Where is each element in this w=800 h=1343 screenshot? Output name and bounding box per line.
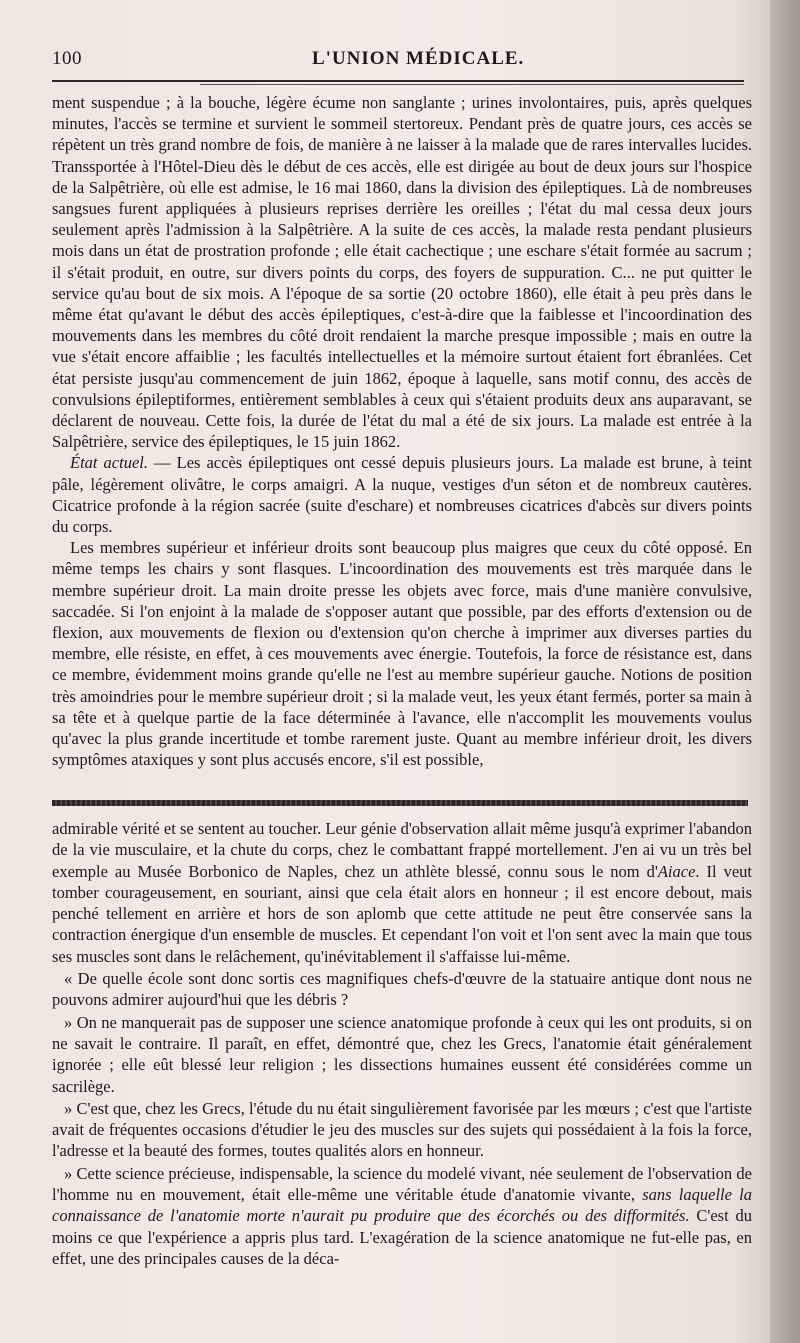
- current-state-text: — Les accès épileptiques ont cessé depuis plusieurs jours. La malade est brune, à teint pâle, légèrement olivâtre, le corps amaigri. A la nuque, vestiges d'un séton et de nombreux cautères. Cicatrice profonde à la région sacrée (suite d'eschare) et nombreuses cicatrices d'abcès sur divers points du corps.: [52, 453, 752, 537]
- page-edge-shadow: [770, 0, 800, 1343]
- case-paragraph-limbs: Les membres supérieur et inférieur droits sont beaucoup plus maigres que ceux du côté opposé. En même temps les chairs y sont flasques. L'incoordination des mouvements est très marquée dans le membre supérieur droit. La main droite presse les objets avec force, mais d'une manière convulsive, saccadée. Si l'on enjoint à la malade de s'opposer autant que possible, par des efforts d'extension ou de flexion, aux mouvements de flexion ou d'extension qu'on cherche à imprimer aux diverses parties du membre, elle résiste, en effet, à ces mouvements avec énergie. Toutefois, la force de résistance est, dans ce membre, évidemment moins grande qu'elle ne l'est au membre supérieur gauche. Notions de position très amoindries pour le membre supérieur droit ; si la malade veut, les yeux étant fermés, porter sa main à sa tête et à quelque partie de la face déterminée à l'avance, elle n'accomplit les mouvements voulus qu'avec la plus grande incertitude et tombe rarement juste. Quant au membre inférieur droit, les divers symptômes ataxiques y sont plus accusés encore, s'il est possible,: [52, 538, 752, 770]
- page-number: 100: [52, 48, 82, 69]
- case-paragraph-current-state: [52, 452, 752, 537]
- feuilleton-paragraph-5: [52, 1163, 752, 1269]
- feuilleton-paragraph-4: » C'est que, chez les Grecs, l'étude du nu était singulièrement favorisée par les mœurs ; c'est que l'artiste avait de fréquentes occasions d'étudier le jeu des muscles sur des sujets qui possédaient à la fois la force, l'adresse et la beauté des formes, toutes qualités alors en honneur.: [52, 1098, 752, 1161]
- feuilleton-text: [52, 818, 752, 1270]
- feuilleton-text-run: . Il veut tomber courageusement, en souriant, ainsi que cela était alors en honneur ; il est encore debout, mais penché tellement en arrière et hors de son aplomb que cette attitude ne peut être conservée sans la contraction énergique d'un ensemble de muscles. Et cependant l'on voit et l'on sent avec la main que tous ses muscles sont dans le relâchement, qu'inévitablement il s'affaisse lui-même.: [52, 861, 752, 966]
- aiace-italic: Aiace: [657, 861, 696, 881]
- feuilleton-text-run: » Cette science précieuse, indispensable, la science du modelé vivant, née seulement de l'observation de l'homme nu en mouvement, était elle-même une véritable étude d'anatomie vivante,: [52, 1163, 752, 1205]
- current-state-label: État actuel.: [70, 453, 148, 473]
- feuilleton-text-run: admirable vérité et se sentent au toucher. Leur génie d'observation allait même jusqu'à exprimer l'abandon de la vie musculaire, et la chute du corps, chez le combattant frappé mortellement. J'en ai vu un très bel exemple au Musée Borbonico de Naples, chez un athlète blessé, connu sous le nom d': [52, 819, 752, 881]
- running-header: [52, 44, 752, 76]
- italic-quote: sans laquelle la connaissance de l'anatomie morte n'aurait pu produire que des écorchés ou des difformités.: [52, 1185, 752, 1226]
- case-report-text: [52, 92, 752, 771]
- header-rule: [52, 80, 744, 82]
- case-paragraph-history: ment suspendue ; à la bouche, légère écume non sanglante ; urines involontaires, puis, après quelques minutes, l'accès se termine et survient le sommeil stertoreux. Pendant près de quatre jours, ces accès se répètent un très grand nombre de fois, de manière à ne laisser à la malade que de rares intervalles lucides. Transsportée à l'Hôtel-Dieu dès le début de ces accès, elle est dirigée au bout de deux jours sur l'hospice de la Salpêtrière, où elle est admise, le 16 mai 1860, dans la division des épileptiques. Là de nombreuses sangsues furent appliquées à plusieurs reprises derrière les oreilles ; l'état du mal cessa deux jours seulement après l'admission à la Salpêtrière. A la suite de ces accès, la malade resta pendant plusieurs mois dans un état de prostration profonde ; elle était cachectique ; une eschare s'était formée au sacrum ; il s'était produit, en outre, sur divers points du corps, des foyers de suppuration. C... ne put quitter le service qu'au bout de six mois. A l'époque de sa sortie (20 octobre 1860), elle était à peu près dans le même état qu'avant le début des accès épileptiques, c'est-à-dire que la faiblesse et l'incoordination des mouvements dans les membres du côté droit rendaient la marche presque impossible ; mais en outre la vue s'était encore affaiblie ; les facultés intellectuelles et la mémoire surtout étaient fort ébranlées. Cet état persiste jusqu'au commencement de juin 1862, époque à laquelle, sans motif connu, des accès de convulsions épileptiformes, entièrement semblables à ceux qui s'étaient produits deux ans auparavant, se déclarent de nouveau. Cette fois, la durée de l'état du mal a été de six jours. La malade est entrée à la Salpêtrière, service des épileptiques, le 15 juin 1862.: [52, 93, 752, 452]
- feuilleton-text-run: C'est du moins ce que l'expérience a appris plus tard. L'exagération de la science anatomique ne fut-elle pas, en effet, une des principales causes de la déca-: [52, 1206, 752, 1268]
- feuilleton-paragraph-3: » On ne manquerait pas de supposer une science anatomique profonde à ceux qui les ont produits, si on ne savait le contraire. Il paraît, en effet, démontré que, chez les Grecs, l'anatomie était généralement ignorée ; elle eût blessé leur religion ; les dissections humaines eussent été considérées comme un sacrilège.: [52, 1012, 752, 1096]
- feuilleton-separator: [52, 800, 748, 806]
- feuilleton-paragraph-2: « De quelle école sont donc sortis ces magnifiques chefs-d'œuvre de la statuaire antique dont nous ne pouvons admirer aujourd'hui que les débris ?: [52, 969, 752, 1010]
- feuilleton-paragraph-1: [52, 818, 752, 967]
- journal-title: L'UNION MÉDICALE.: [312, 48, 525, 69]
- header-rule-thin: [200, 84, 744, 85]
